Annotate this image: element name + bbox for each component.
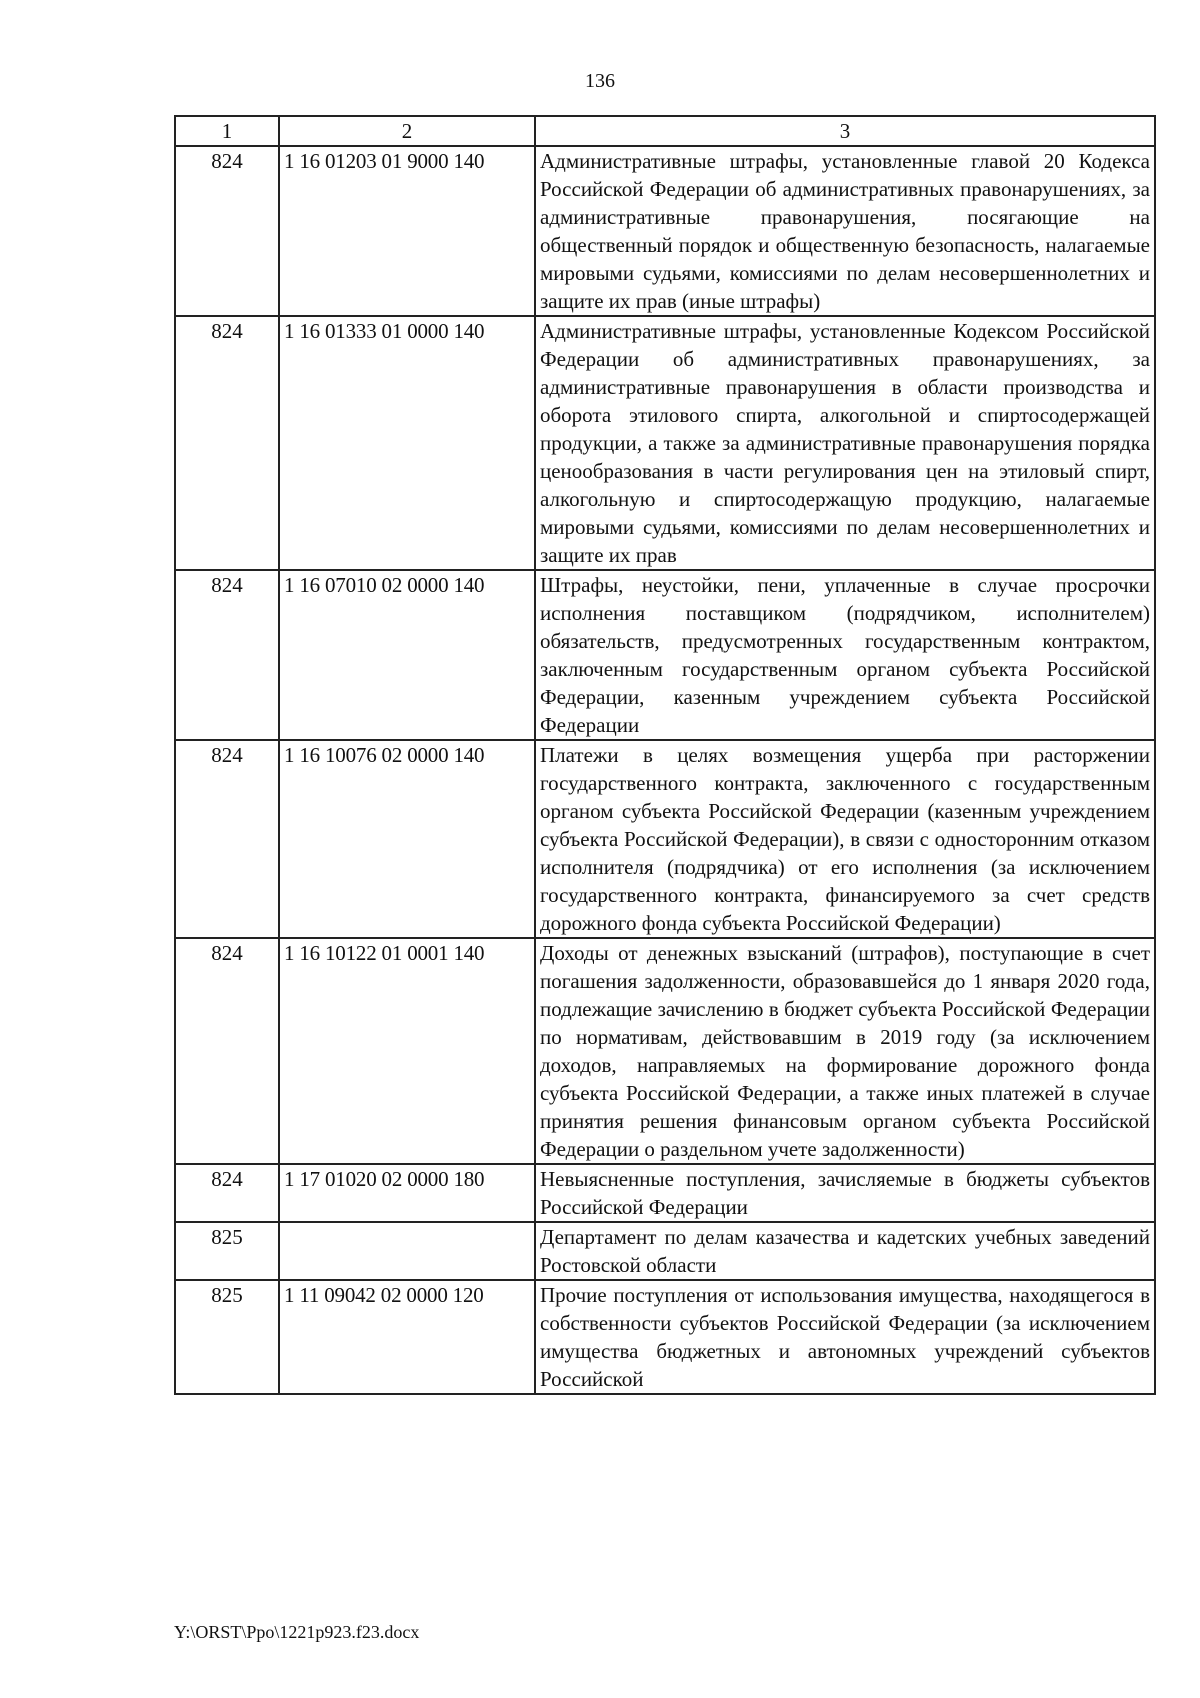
table-row bbox=[175, 570, 1155, 740]
income-code-cell bbox=[279, 1222, 535, 1280]
admin-code-cell: 824 bbox=[175, 938, 279, 1164]
header-cell-3: 3 bbox=[535, 116, 1155, 146]
table-row bbox=[175, 146, 1155, 316]
income-code-cell: 1 16 10076 02 0000 140 bbox=[279, 740, 535, 938]
income-code-cell: 1 17 01020 02 0000 180 bbox=[279, 1164, 535, 1222]
description-cell: Прочие поступления от использования имущества, находящегося в собственности субъектов Российской Федерации (за исключением имущества бюджетных и автономных учреждений субъектов Российской bbox=[535, 1280, 1155, 1394]
file-path-footer: Y:\ORST\Ppo\1221p923.f23.docx bbox=[174, 1622, 420, 1642]
income-code-cell: 1 16 01203 01 9000 140 bbox=[279, 146, 535, 316]
description-cell: Административные штрафы, установленные главой 20 Кодекса Российской Федерации об административных правонарушениях, за административные правонарушения, посягающие на общественный порядок и общественную безопасность, налагаемые мировыми судьями, комиссиями по делам несовершеннолетних и защите их прав (иные штрафы) bbox=[535, 146, 1155, 316]
table-row bbox=[175, 1164, 1155, 1222]
admin-code-cell: 824 bbox=[175, 146, 279, 316]
income-code-cell: 1 16 10122 01 0001 140 bbox=[279, 938, 535, 1164]
income-code-cell: 1 16 01333 01 0000 140 bbox=[279, 316, 535, 570]
page-number: 136 bbox=[585, 70, 615, 92]
table-row bbox=[175, 938, 1155, 1164]
header-cell-2: 2 bbox=[279, 116, 535, 146]
table-row bbox=[175, 740, 1155, 938]
admin-code-cell: 824 bbox=[175, 1164, 279, 1222]
income-code-cell: 1 11 09042 02 0000 120 bbox=[279, 1280, 535, 1394]
description-cell: Невыясненные поступления, зачисляемые в бюджеты субъектов Российской Федерации bbox=[535, 1164, 1155, 1222]
admin-code-cell: 825 bbox=[175, 1222, 279, 1280]
income-code-cell: 1 16 07010 02 0000 140 bbox=[279, 570, 535, 740]
table-row bbox=[175, 1280, 1155, 1394]
admin-code-cell: 824 bbox=[175, 740, 279, 938]
table-row bbox=[175, 1222, 1155, 1280]
description-cell: Платежи в целях возмещения ущерба при расторжении государственного контракта, заключенного с государственным органом субъекта Российской Федерации (казенным учреждением субъекта Российской Федерации), в связи с односторонним отказом исполнителя (подрядчика) от его исполнения (за исключением государственного контракта, финансируемого за счет средств дорожного фонда субъекта Российской Федерации) bbox=[535, 740, 1155, 938]
admin-code-cell: 825 bbox=[175, 1280, 279, 1394]
table-header-row bbox=[175, 116, 1155, 146]
header-cell-1: 1 bbox=[175, 116, 279, 146]
description-cell: Доходы от денежных взысканий (штрафов), поступающие в счет погашения задолженности, образовавшейся до 1 января 2020 года, подлежащие зачислению в бюджет субъекта Российской Федерации по нормативам, действовавшим в 2019 году (за исключением доходов, направляемых на формирование дорожного фонда субъекта Российской Федерации, а также иных платежей в случае принятия решения финансовым органом субъекта Российской Федерации о раздельном учете задолженности) bbox=[535, 938, 1155, 1164]
description-cell: Штрафы, неустойки, пени, уплаченные в случае просрочки исполнения поставщиком (подрядчиком, исполнителем) обязательств, предусмотренных государственным контрактом, заключенным государственным органом субъекта Российской Федерации, казенным учреждением субъекта Российской Федерации bbox=[535, 570, 1155, 740]
table-row bbox=[175, 316, 1155, 570]
budget-codes-table bbox=[174, 115, 1156, 1395]
admin-code-cell: 824 bbox=[175, 570, 279, 740]
admin-code-cell: 824 bbox=[175, 316, 279, 570]
description-cell: Административные штрафы, установленные Кодексом Российской Федерации об административных правонарушениях, за административные правонарушения в области производства и оборота этилового спирта, алкогольной и спиртосодержащей продукции, а также за административные правонарушения порядка ценообразования в части регулирования цен на этиловый спирт, алкогольную и спиртосодержащую продукцию, налагаемые мировыми судьями, комиссиями по делам несовершеннолетних и защите их прав bbox=[535, 316, 1155, 570]
description-cell: Департамент по делам казачества и кадетских учебных заведений Ростовской области bbox=[535, 1222, 1155, 1280]
